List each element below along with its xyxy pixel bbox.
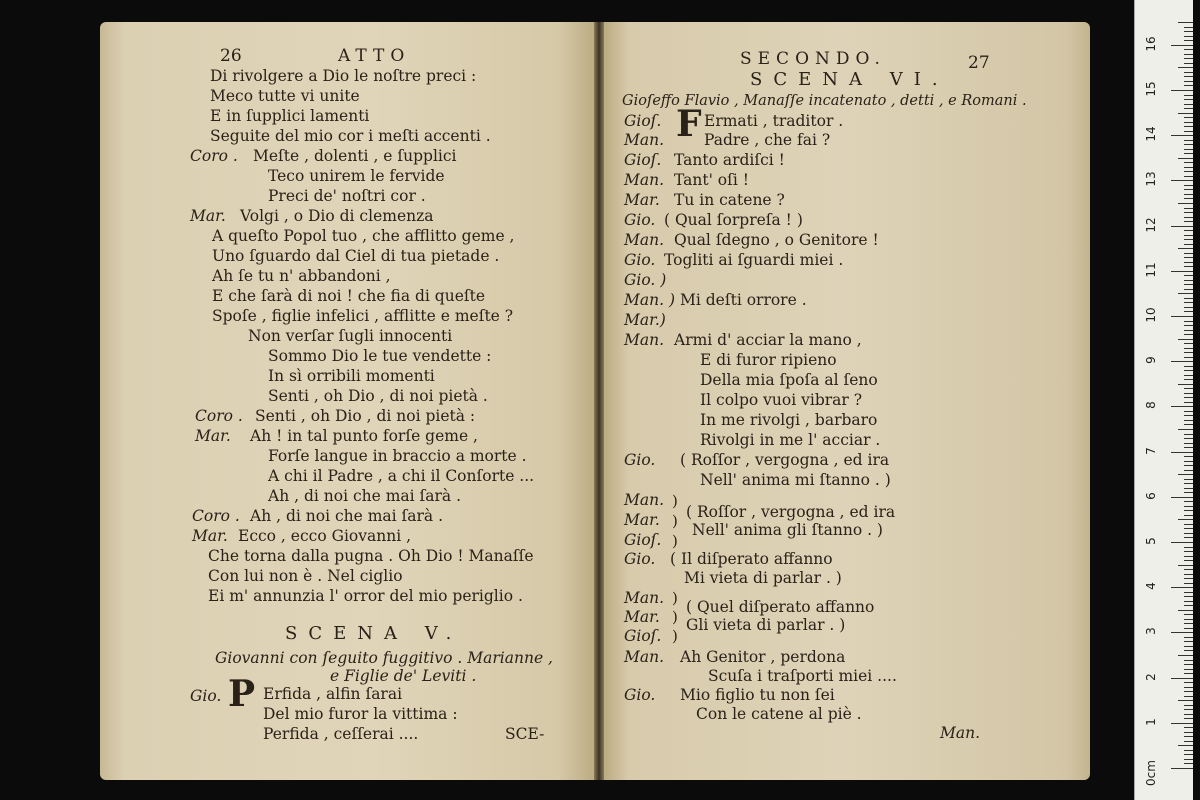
ruler-tick	[1184, 691, 1193, 692]
ruler-tick	[1184, 302, 1193, 303]
speaker-label: Mar.	[190, 207, 226, 225]
ruler-label: 3	[1144, 627, 1158, 636]
speaker-label: Coro .	[192, 507, 240, 525]
ruler-tick	[1184, 673, 1193, 674]
ruler-tick	[1171, 361, 1193, 362]
ruler-tick	[1178, 429, 1193, 430]
speaker-label: Gioſ.	[624, 151, 662, 169]
ruler-tick	[1184, 420, 1193, 421]
ruler-tick	[1184, 348, 1193, 349]
ruler-tick	[1184, 492, 1193, 493]
ruler-tick	[1184, 510, 1193, 511]
ruler-label: 5	[1144, 537, 1158, 545]
ruler-tick	[1178, 158, 1193, 159]
scene-heading: SCENA VI.	[750, 69, 949, 90]
ruler-tick	[1171, 180, 1193, 181]
ruler-tick	[1178, 519, 1193, 520]
ruler-tick	[1171, 452, 1193, 453]
ruler-tick	[1184, 343, 1193, 344]
ruler-tick	[1184, 208, 1193, 209]
speaker-label: Man.	[624, 331, 665, 349]
speaker-label: Man.	[624, 131, 665, 149]
ruler-tick	[1184, 76, 1193, 77]
ruler-tick	[1184, 456, 1193, 457]
ruler-tick	[1184, 664, 1193, 665]
text-line: In me rivolgi , barbaro	[700, 411, 878, 429]
ruler-tick	[1184, 569, 1193, 570]
speaker-label: Mar.	[192, 527, 228, 545]
ruler-label: 11	[1144, 262, 1158, 278]
ruler-tick	[1184, 63, 1193, 64]
catchword: Man.	[940, 724, 981, 742]
ruler-tick	[1184, 140, 1193, 141]
ruler-tick	[1184, 289, 1193, 290]
ruler-tick	[1184, 438, 1193, 439]
ruler-tick	[1178, 745, 1193, 746]
page-number: 26	[220, 46, 242, 66]
text-line: Spoſe , figlie infelici , afflitte e meſte ?	[212, 307, 514, 325]
ruler-tick	[1184, 424, 1193, 425]
ruler-tick	[1184, 524, 1193, 525]
page-number: 27	[968, 53, 990, 73]
ruler-tick	[1184, 370, 1193, 371]
ruler-tick	[1184, 763, 1193, 764]
ruler-tick	[1184, 72, 1193, 73]
text-line: Erfida , alfin ſarai	[263, 685, 403, 703]
ruler-tick	[1178, 22, 1193, 23]
speaker-label: Man.	[624, 231, 665, 249]
speaker-label: Man.	[624, 491, 665, 509]
ruler-tick	[1184, 660, 1193, 661]
ruler-tick	[1171, 723, 1193, 724]
text-line: ( Roſſor , vergogna , ed ira	[686, 503, 896, 521]
ruler-tick	[1184, 641, 1193, 642]
stage-direction: Gioſeffo Flavio , Manaſſe incatenato , detti , e Romani .	[622, 93, 1027, 109]
ruler-tick	[1184, 528, 1193, 529]
ruler-tick	[1171, 316, 1193, 317]
ruler-tick	[1184, 402, 1193, 403]
text-line: Meco tutte vi unite	[210, 87, 360, 105]
text-line: Tu in catene ?	[674, 191, 785, 209]
ruler-tick	[1184, 547, 1193, 548]
ruler-tick	[1184, 81, 1193, 82]
ruler-tick	[1184, 153, 1193, 154]
ruler-tick	[1184, 470, 1193, 471]
ruler-tick	[1184, 709, 1193, 710]
ruler-tick	[1184, 311, 1193, 312]
text-line: ( Quel diſperato affanno	[686, 598, 875, 616]
text-line: Ah , di noi che mai ſarà .	[268, 487, 462, 505]
ruler-tick	[1184, 736, 1193, 737]
ruler-tick	[1184, 280, 1193, 281]
text-line: Ei m' annunzia l' orror del mio periglio .	[208, 587, 523, 605]
left-page	[100, 22, 598, 780]
running-head: ATTO	[338, 46, 411, 66]
drop-cap: F	[676, 103, 702, 145]
brace: )	[672, 532, 678, 550]
catchword: SCE-	[505, 725, 545, 743]
text-line: Ah , di noi che mai ſarà .	[250, 507, 444, 525]
text-line: Ah ! in tal punto forſe geme ,	[250, 427, 478, 445]
text-line: Preci de' noſtri cor .	[268, 187, 426, 205]
ruler-tick	[1184, 217, 1193, 218]
text-line: Meſte , dolenti , e ſupplici	[253, 147, 457, 165]
ruler-tick	[1184, 171, 1193, 172]
ruler-tick	[1184, 682, 1193, 683]
ruler-tick	[1184, 221, 1193, 222]
text-line: A queſto Popol tuo , che afflitto geme ,	[212, 227, 515, 245]
ruler-tick	[1184, 257, 1193, 258]
ruler-tick	[1184, 162, 1193, 163]
speaker-label: Gio. )	[624, 271, 667, 289]
ruler-tick	[1184, 623, 1193, 624]
ruler-tick	[1171, 90, 1193, 91]
text-line: Nell' anima gli ſtanno . )	[692, 521, 883, 539]
text-line: Padre , che fai ?	[704, 131, 831, 149]
ruler-tick	[1184, 646, 1193, 647]
ruler-tick	[1171, 587, 1193, 588]
ruler-tick	[1178, 203, 1193, 204]
speaker-label: Gio.	[624, 550, 656, 568]
ruler-tick	[1184, 483, 1193, 484]
ruler-tick	[1184, 415, 1193, 416]
running-head: SECONDO.	[740, 49, 886, 69]
ruler-tick	[1184, 85, 1193, 86]
ruler-tick	[1184, 601, 1193, 602]
text-line: In sì orribili momenti	[268, 367, 435, 385]
ruler-tick	[1178, 700, 1193, 701]
book-spread	[100, 22, 1090, 780]
ruler-tick	[1184, 275, 1193, 276]
text-line: A chi il Padre , a chi il Conſorte ...	[268, 467, 535, 485]
text-line: Ermati , traditor .	[704, 112, 844, 130]
stage-direction: e Figlie de' Leviti .	[330, 667, 477, 685]
ruler-tick	[1171, 406, 1193, 407]
ruler-tick	[1184, 447, 1193, 448]
ruler-tick	[1184, 687, 1193, 688]
speaker-label: Man.	[624, 648, 665, 666]
ruler-tick	[1184, 244, 1193, 245]
text-line: Con lui non è . Nel ciglio	[208, 567, 403, 585]
ruler-tick	[1178, 339, 1193, 340]
ruler-tick	[1184, 614, 1193, 615]
text-line: ( Roſſor , vergogna , ed ira	[680, 451, 890, 469]
ruler-tick	[1184, 95, 1193, 96]
ruler-tick	[1184, 176, 1193, 177]
ruler-tick	[1184, 759, 1193, 760]
ruler-tick	[1184, 352, 1193, 353]
ruler-tick	[1184, 732, 1193, 733]
speaker-label: Gio.	[624, 686, 656, 704]
text-line: E che ſarà di noi ! che fia di queſte	[212, 287, 486, 305]
ruler-label: 2	[1144, 672, 1158, 681]
ruler-tick	[1184, 325, 1193, 326]
text-line: ( Il diſperato affanno	[670, 550, 833, 568]
speaker-label: Mar.)	[624, 311, 666, 329]
ruler-label: 4	[1144, 582, 1158, 591]
ruler-tick	[1184, 619, 1193, 620]
ruler-tick	[1184, 443, 1193, 444]
text-line: Seguite del mio cor i meſti accenti .	[210, 127, 491, 145]
ruler-tick	[1184, 488, 1193, 489]
ruler-tick	[1184, 49, 1193, 50]
ruler-tick	[1178, 384, 1193, 385]
ruler-tick	[1184, 605, 1193, 606]
ruler-tick	[1184, 434, 1193, 435]
ruler-tick	[1184, 284, 1193, 285]
ruler-tick	[1184, 334, 1193, 335]
ruler-tick	[1178, 655, 1193, 656]
speaker-label: Gio.	[624, 451, 656, 469]
speaker-label: Man. )	[624, 291, 675, 309]
ruler-tick	[1184, 479, 1193, 480]
ruler-tick	[1184, 239, 1193, 240]
text-line: Di rivolgere a Dio le noſtre preci :	[210, 67, 477, 85]
ruler-tick	[1178, 67, 1193, 68]
speaker-label: Gioſ.	[624, 531, 662, 549]
ruler-label: 15	[1144, 81, 1158, 97]
ruler-tick	[1171, 678, 1193, 679]
speaker-label: Mar.	[624, 191, 660, 209]
ruler-tick	[1171, 497, 1193, 498]
text-line: Tanto ardiſci !	[674, 151, 785, 169]
ruler-tick	[1184, 741, 1193, 742]
text-line: Armi d' acciar la mano ,	[674, 331, 862, 349]
ruler-tick	[1184, 321, 1193, 322]
text-line: Uno ſguardo dal Ciel di tua pietade .	[212, 247, 500, 265]
ruler-tick	[1184, 58, 1193, 59]
ruler-label: 0cm	[1144, 760, 1158, 786]
text-line: Ecco , ecco Giovanni ,	[238, 527, 412, 545]
ruler-tick	[1184, 104, 1193, 105]
text-line: Teco unirem le fervide	[268, 167, 445, 185]
ruler-tick	[1184, 131, 1193, 132]
ruler-tick	[1184, 185, 1193, 186]
ruler-tick	[1184, 551, 1193, 552]
ruler-tick	[1184, 189, 1193, 190]
ruler-tick	[1184, 465, 1193, 466]
brace: )	[672, 608, 678, 626]
ruler-tick	[1171, 271, 1193, 272]
ruler-tick	[1171, 768, 1193, 769]
speaker-label: Man.	[624, 589, 665, 607]
ruler-tick	[1178, 610, 1193, 611]
brace: )	[672, 589, 678, 607]
speaker-label: Gioſ.	[624, 627, 662, 645]
text-line: Mio figlio tu non ſei	[680, 686, 835, 704]
ruler-tick	[1184, 461, 1193, 462]
ruler-tick	[1184, 537, 1193, 538]
ruler-tick	[1184, 754, 1193, 755]
text-line: Con le catene al piè .	[696, 705, 862, 723]
speaker-label: Gioſ.	[624, 112, 662, 130]
ruler-tick	[1184, 592, 1193, 593]
measuring-ruler	[1134, 0, 1193, 800]
text-line: Sommo Dio le tue vendette :	[268, 347, 492, 365]
ruler-label: 7	[1144, 446, 1158, 455]
brace: )	[672, 512, 678, 530]
text-line: Gli vieta di parlar . )	[686, 616, 846, 634]
text-line: Qual ſdegno , o Genitore !	[674, 231, 879, 249]
ruler-label: 16	[1144, 36, 1158, 52]
ruler-tick	[1184, 556, 1193, 557]
ruler-tick	[1184, 578, 1193, 579]
ruler-tick	[1171, 226, 1193, 227]
ruler-tick	[1184, 126, 1193, 127]
ruler-tick	[1184, 379, 1193, 380]
ruler-label: 6	[1144, 491, 1158, 500]
brace: )	[672, 627, 678, 645]
ruler-tick	[1184, 397, 1193, 398]
ruler-tick	[1184, 36, 1193, 37]
speaker-label: Coro .	[195, 407, 243, 425]
ruler-tick	[1184, 40, 1193, 41]
speaker-label: Mar.	[624, 608, 660, 626]
text-line: Ah Genitor , perdona	[680, 648, 846, 666]
text-line: Non verſar ſugli innocenti	[248, 327, 453, 345]
speaker-label: Gio.	[624, 211, 656, 229]
drop-cap: P	[228, 673, 256, 715]
ruler-tick	[1184, 388, 1193, 389]
ruler-tick	[1184, 411, 1193, 412]
ruler-tick	[1184, 330, 1193, 331]
ruler-tick	[1184, 750, 1193, 751]
scene-heading: SCENA V.	[285, 623, 463, 644]
text-line: Volgi , o Dio di clemenza	[240, 207, 434, 225]
ruler-label: 12	[1144, 216, 1158, 233]
ruler-tick	[1171, 135, 1193, 136]
ruler-tick	[1184, 560, 1193, 561]
ruler-tick	[1184, 108, 1193, 109]
text-line: Perfida , ceſſerai ....	[263, 725, 419, 743]
ruler-tick	[1184, 117, 1193, 118]
ruler-tick	[1184, 230, 1193, 231]
ruler-tick	[1178, 565, 1193, 566]
text-line: Della mia ſpoſa al ſeno	[700, 371, 878, 389]
ruler-tick	[1184, 669, 1193, 670]
ruler-label: 8	[1144, 401, 1158, 410]
ruler-tick	[1184, 501, 1193, 502]
speaker-label: Man.	[624, 171, 665, 189]
ruler-tick	[1184, 198, 1193, 199]
ruler-tick	[1184, 727, 1193, 728]
ruler-tick	[1171, 45, 1193, 46]
ruler-label: 10	[1144, 307, 1158, 323]
book-gutter	[594, 22, 604, 780]
ruler-tick	[1184, 357, 1193, 358]
stage-direction: Giovanni con ſeguito fuggitivo . Marianne ,	[215, 649, 553, 667]
speaker-label: Mar.	[195, 427, 231, 445]
ruler-tick	[1184, 235, 1193, 236]
ruler-tick	[1184, 375, 1193, 376]
speaker-label: Coro .	[190, 147, 238, 165]
ruler-tick	[1184, 298, 1193, 299]
ruler-label: 13	[1144, 171, 1158, 188]
ruler-tick	[1184, 144, 1193, 145]
ruler-tick	[1184, 696, 1193, 697]
ruler-tick	[1184, 714, 1193, 715]
text-line: Forſe langue in braccio a morte .	[268, 447, 527, 465]
ruler-label: 9	[1144, 356, 1158, 365]
ruler-tick	[1184, 99, 1193, 100]
ruler-tick	[1178, 293, 1193, 294]
text-line: Mi deſti orrore .	[680, 291, 807, 309]
ruler-tick	[1184, 167, 1193, 168]
ruler-tick	[1184, 54, 1193, 55]
speaker-label: Mar.	[624, 511, 660, 529]
ruler-tick	[1184, 212, 1193, 213]
ruler-tick	[1171, 632, 1193, 633]
text-line: Ah ſe tu n' abbandoni ,	[212, 267, 391, 285]
text-line: Del mio furor la vittima :	[263, 705, 458, 723]
ruler-tick	[1184, 393, 1193, 394]
ruler-tick	[1184, 718, 1193, 719]
text-line: Scuſa i traſporti miei ....	[708, 667, 897, 685]
text-line: Nell' anima mi ſtanno . )	[700, 471, 891, 489]
text-line: Togliti ai ſguardi miei .	[664, 251, 844, 269]
text-line: Il colpo vuoi vibrar ?	[700, 391, 863, 409]
ruler-tick	[1184, 122, 1193, 123]
speaker-label: Gio.	[190, 687, 222, 705]
text-line: Mi vieta di parlar . )	[684, 569, 842, 587]
text-line: Rivolgi in me l' acciar .	[700, 431, 881, 449]
ruler-tick	[1184, 628, 1193, 629]
ruler-tick	[1184, 307, 1193, 308]
ruler-tick	[1184, 506, 1193, 507]
ruler-tick	[1184, 266, 1193, 267]
ruler-tick	[1184, 705, 1193, 706]
text-line: E di furor ripieno	[700, 351, 837, 369]
ruler-tick	[1184, 27, 1193, 28]
text-line: ( Qual ſorpreſa ! )	[664, 211, 803, 229]
ruler-tick	[1171, 542, 1193, 543]
text-line: Senti , oh Dio , di noi pietà :	[255, 407, 476, 425]
ruler-label: 14	[1144, 126, 1158, 142]
text-line: Che torna dalla pugna . Oh Dio ! Manaſſe	[208, 547, 534, 565]
ruler-tick	[1184, 583, 1193, 584]
text-line: E in ſupplici lamenti	[210, 107, 370, 125]
brace: )	[672, 492, 678, 510]
speaker-label: Gio.	[624, 251, 656, 269]
ruler-tick	[1184, 366, 1193, 367]
ruler-tick	[1178, 474, 1193, 475]
ruler-tick	[1184, 149, 1193, 150]
right-page	[600, 22, 1090, 780]
ruler-tick	[1184, 650, 1193, 651]
ruler-tick	[1184, 515, 1193, 516]
ruler-tick	[1178, 248, 1193, 249]
ruler-tick	[1184, 533, 1193, 534]
ruler-label: 1	[1144, 717, 1158, 726]
ruler-tick	[1184, 194, 1193, 195]
ruler-tick	[1184, 262, 1193, 263]
ruler-tick	[1184, 637, 1193, 638]
ruler-tick	[1184, 596, 1193, 597]
ruler-tick	[1184, 574, 1193, 575]
ruler-tick	[1178, 113, 1193, 114]
ruler-tick	[1184, 31, 1193, 32]
text-line: Tant' oſi !	[674, 171, 749, 189]
ruler-tick	[1184, 253, 1193, 254]
text-line: Senti , oh Dio , di noi pietà .	[268, 387, 488, 405]
